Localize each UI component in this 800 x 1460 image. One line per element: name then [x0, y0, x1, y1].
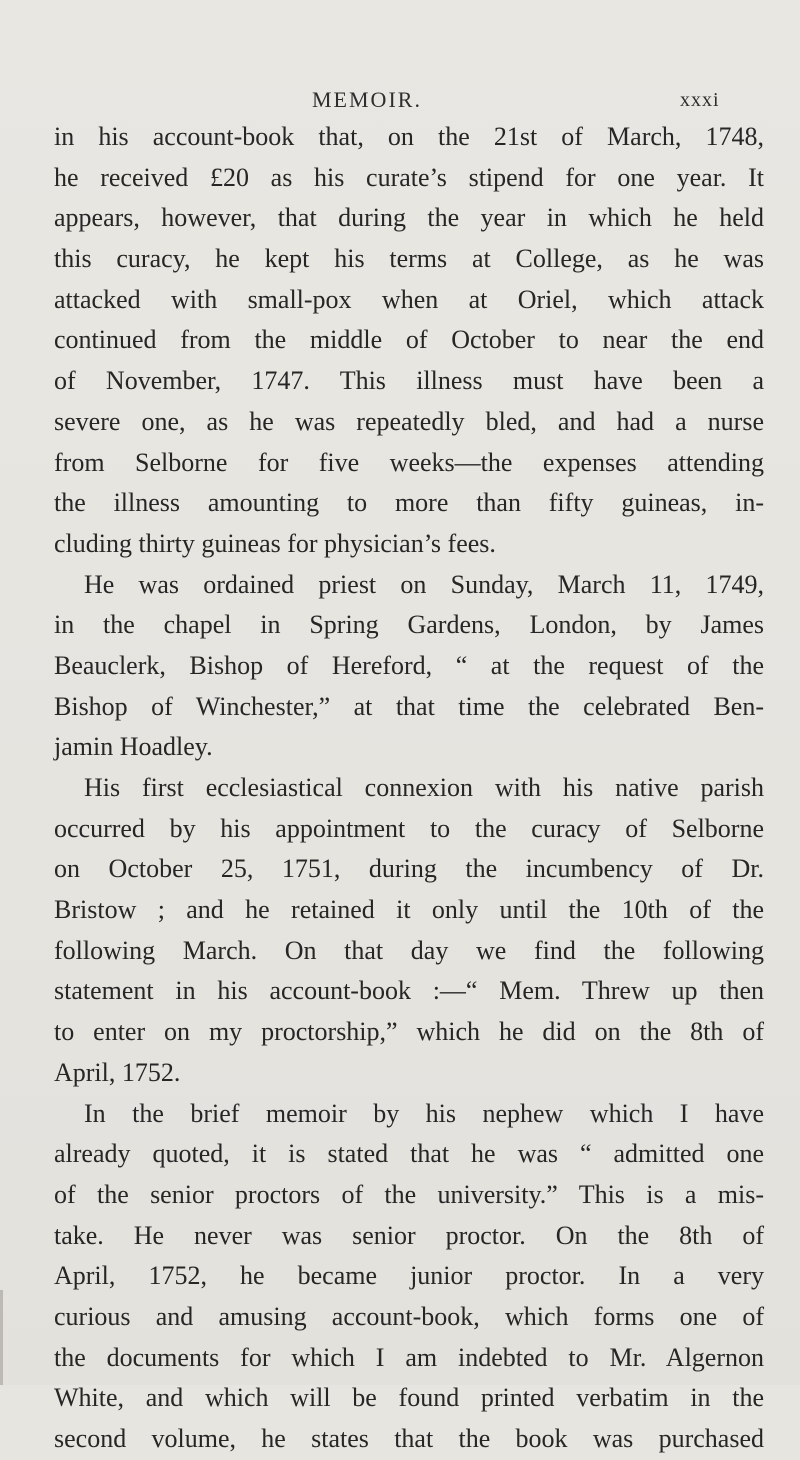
text-line: Bristow ; and he retained it only until the 10th of the	[54, 895, 764, 925]
page-number: xxxi	[680, 89, 720, 111]
text-line: he received £20 as his curate’s stipend for one year. It	[54, 162, 764, 192]
running-head: MEMOIR.	[312, 87, 422, 112]
paragraph-start-line: In the brief memoir by his nephew which I have	[84, 1098, 764, 1128]
text-line: White, and which will be found printed verbatim in the	[54, 1383, 764, 1413]
text-line: of the senior proctors of the university.” This is a mis-	[54, 1179, 764, 1209]
text-line: of November, 1747. This illness must have been a	[54, 366, 764, 396]
text-line: from Selborne for five weeks—the expenses attending	[54, 447, 764, 477]
text-line: in the chapel in Spring Gardens, London, by James	[54, 610, 764, 640]
text-line: the documents for which I am indebted to Mr. Algernon	[54, 1342, 764, 1372]
text-line: to enter on my proctorship,” which he did on the 8th of	[54, 1017, 764, 1047]
paragraph-start-line: His first ecclesiastical connexion with his native parish	[84, 773, 764, 802]
text-line: following March. On that day we find the following	[54, 935, 764, 965]
text-line: April, 1752, he became junior proctor. In a very	[54, 1261, 764, 1291]
text-line: already quoted, it is stated that he was “ admitted one	[54, 1139, 764, 1169]
page-header	[0, 87, 800, 117]
text-line: Bishop of Winchester,” at that time the celebrated Ben-	[54, 691, 764, 721]
text-line: in his account-book that, on the 21st of March, 1748,	[54, 122, 764, 151]
page-edge-shadow	[0, 1290, 3, 1385]
text-line: this curacy, he kept his terms at College, as he was	[54, 244, 764, 274]
text-line: jamin Hoadley.	[54, 732, 213, 762]
text-line: cluding thirty guineas for physician’s fees.	[54, 528, 496, 558]
text-line: occurred by his appointment to the curacy of Selborne	[54, 813, 764, 843]
text-line: on October 25, 1751, during the incumbency of Dr.	[54, 854, 764, 884]
text-line: April, 1752.	[54, 1057, 181, 1087]
text-line: take. He never was senior proctor. On the 8th of	[54, 1220, 764, 1250]
text-line: continued from the middle of October to near the end	[54, 325, 764, 355]
body-text	[54, 117, 764, 1460]
text-line: appears, however, that during the year in which he held	[54, 203, 764, 233]
text-line: statement in his account-book :—“ Mem. Threw up then	[54, 976, 764, 1006]
text-line: severe one, as he was repeatedly bled, and had a nurse	[54, 406, 764, 436]
text-line: Beauclerk, Bishop of Hereford, “ at the request of the	[54, 650, 764, 680]
text-line: second volume, he states that the book was purchased	[54, 1424, 764, 1453]
text-line: the illness amounting to more than fifty guineas, in-	[54, 488, 764, 518]
text-line: attacked with small-pox when at Oriel, which attack	[54, 284, 764, 314]
paragraph-start-line: He was ordained priest on Sunday, March 11, 1749,	[84, 569, 764, 599]
text-line: curious and amusing account-book, which forms one of	[54, 1301, 764, 1331]
